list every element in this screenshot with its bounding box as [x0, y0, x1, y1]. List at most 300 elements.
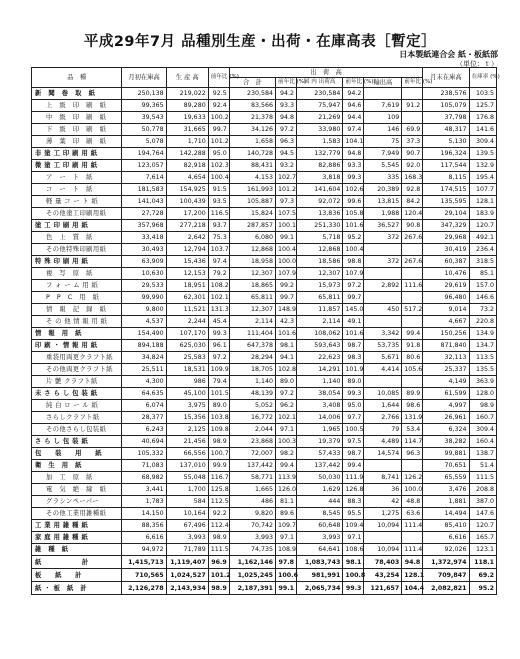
cell-exp: 10,094 — [364, 520, 402, 532]
table-row — [32, 280, 497, 292]
cell-dom: 1,083,743 — [297, 556, 343, 569]
cell-dom: 18,586 — [297, 256, 343, 268]
row-label: 上 級 印 刷 紙 — [32, 100, 122, 112]
cell-opening: 3,441 — [122, 484, 166, 496]
cell-exp: 10,094 — [364, 544, 402, 556]
cell-exp: 4,489 — [364, 436, 402, 448]
cell-stock-ratio: 128.1 — [469, 196, 496, 208]
table-body — [32, 88, 497, 595]
cell-close: 135,595 — [423, 196, 469, 208]
cell-opening: 40,694 — [122, 436, 166, 448]
cell-ship: 58,771 — [229, 472, 275, 484]
cell-dom: 11,857 — [297, 304, 343, 316]
cell-exp: 5,671 — [364, 352, 402, 364]
cell-stock-ratio: 147.6 — [469, 508, 496, 520]
cell-prod: 1,710 — [166, 136, 208, 148]
cell-ship-pct: 81.1 — [276, 496, 297, 508]
cell-prod: 31,665 — [166, 124, 208, 136]
table-row — [32, 412, 497, 424]
cell-exp: 2,892 — [364, 280, 402, 292]
table-row — [32, 148, 497, 160]
cell-opening: 50,778 — [122, 124, 166, 136]
cell-prod: 15,436 — [166, 256, 208, 268]
cell-dom: 21,269 — [297, 112, 343, 124]
cell-close: 92,026 — [423, 544, 469, 556]
cell-stock-ratio: 123.1 — [469, 544, 496, 556]
row-label: 薄 葉 印 刷 紙 — [32, 136, 122, 148]
cell-stock-ratio: 73.2 — [469, 304, 496, 316]
cell-prod: 277,218 — [166, 220, 208, 232]
cell-dom-pct: 99.3 — [343, 388, 364, 400]
cell-ship-pct: 97.8 — [276, 556, 297, 569]
table-row — [32, 532, 497, 544]
row-label: 衛 生 用 紙 — [32, 460, 122, 472]
cell-dom-pct: 98.7 — [343, 340, 364, 352]
cell-ship-pct: 97.3 — [276, 196, 297, 208]
cell-exp: 36 — [364, 484, 402, 496]
cell-prod-pct: 99.3 — [208, 328, 229, 340]
header-stock-ratio: 在庫率 (%) — [469, 68, 496, 88]
cell-ship: 15,824 — [229, 208, 275, 220]
cell-opening: 30,493 — [122, 244, 166, 256]
cell-prod-pct: 108.2 — [208, 280, 229, 292]
cell-exp-pct: 63.6 — [402, 508, 423, 520]
cell-ship: 83,566 — [229, 100, 275, 112]
cell-opening: 68,982 — [122, 472, 166, 484]
cell-stock-ratio: 51.4 — [469, 460, 496, 472]
cell-prod: 1,700 — [166, 484, 208, 496]
cell-stock-ratio: 113.5 — [469, 352, 496, 364]
cell-prod: 2,642 — [166, 232, 208, 244]
cell-opening: 141,043 — [122, 196, 166, 208]
cell-dom-pct: 107.9 — [343, 268, 364, 280]
table-row — [32, 472, 497, 484]
cell-stock-ratio: 146.6 — [469, 292, 496, 304]
cell-opening: 29,533 — [122, 280, 166, 292]
cell-prod: 3,993 — [166, 532, 208, 544]
cell-close: 30,419 — [423, 244, 469, 256]
cell-dom: 60,648 — [297, 520, 343, 532]
row-label: 情 報 用 紙 — [32, 328, 122, 340]
table-row — [32, 172, 497, 184]
cell-exp-pct: 267.6 — [402, 256, 423, 268]
cell-ship: 1,658 — [229, 136, 275, 148]
cell-prod-pct: 91.5 — [208, 184, 229, 196]
cell-prod-pct: 125.8 — [208, 484, 229, 496]
cell-close: 150,256 — [423, 328, 469, 340]
cell-ship-pct: 107.9 — [276, 268, 297, 280]
row-label: さらしクラフト紙 — [32, 412, 122, 424]
cell-exp-pct: 37.3 — [402, 136, 423, 148]
cell-prod: 4,654 — [166, 172, 208, 184]
cell-stock-ratio: 139.5 — [469, 148, 496, 160]
cell-close: 8,115 — [423, 172, 469, 184]
cell-ship-pct: 99.1 — [276, 232, 297, 244]
cell-opening: 1,783 — [122, 496, 166, 508]
cell-opening: 27,728 — [122, 208, 166, 220]
cell-close: 61,599 — [423, 388, 469, 400]
cell-exp-pct: 80.6 — [402, 352, 423, 364]
header-closing-stock: 月末在庫高 — [423, 68, 469, 88]
cell-prod-pct: 101.2 — [208, 136, 229, 148]
cell-dom-pct: 49.1 — [343, 316, 364, 328]
cell-ship-pct: 97.1 — [276, 532, 297, 544]
cell-stock-ratio: 69.2 — [469, 569, 496, 582]
cell-opening: 181,583 — [122, 184, 166, 196]
cell-dom: 5,718 — [297, 232, 343, 244]
cell-ship-pct: 100.6 — [276, 569, 297, 582]
cell-close: 26,961 — [423, 412, 469, 424]
cell-dom: 22,623 — [297, 352, 343, 364]
cell-exp-pct: 104.4 — [402, 582, 423, 595]
cell-prod: 142,288 — [166, 148, 208, 160]
cell-close: 4,149 — [423, 376, 469, 388]
cell-dom: 230,584 — [297, 88, 343, 100]
table-row — [32, 556, 497, 569]
table-row — [32, 220, 497, 232]
cell-opening: 33,418 — [122, 232, 166, 244]
cell-ship-pct: 97.1 — [276, 424, 297, 436]
cell-dom: 251,330 — [297, 220, 343, 232]
cell-prod-pct: 112.5 — [208, 496, 229, 508]
cell-dom-pct: 104.1 — [343, 136, 364, 148]
cell-opening: 105,332 — [122, 448, 166, 460]
cell-exp: 53,735 — [364, 340, 402, 352]
cell-ship: 12,868 — [229, 244, 275, 256]
cell-prod-pct: 45.4 — [208, 316, 229, 328]
cell-dom-pct: 101.6 — [343, 220, 364, 232]
row-label: 特 殊 印 刷 用 紙 — [32, 256, 122, 268]
row-label: ア ー ト 紙 — [32, 172, 122, 184]
cell-stock-ratio: 134.7 — [469, 340, 496, 352]
cell-stock-ratio: 111.5 — [469, 472, 496, 484]
cell-prod: 66,556 — [166, 448, 208, 460]
cell-prod-pct: 96.1 — [208, 340, 229, 352]
cell-dom: 64,641 — [297, 544, 343, 556]
table-row — [32, 436, 497, 448]
cell-ship: 230,584 — [229, 88, 275, 100]
cell-opening: 357,968 — [122, 220, 166, 232]
cell-exp-pct: 168.3 — [402, 172, 423, 184]
cell-close: 105,079 — [423, 100, 469, 112]
cell-exp — [364, 460, 402, 472]
cell-ship-pct: 113.9 — [276, 472, 297, 484]
cell-exp: 75 — [364, 136, 402, 148]
table-row — [32, 364, 497, 376]
cell-stock-ratio: 318.5 — [469, 256, 496, 268]
cell-prod: 62,301 — [166, 292, 208, 304]
cell-ship-pct: 94.5 — [276, 148, 297, 160]
cell-ship: 70,742 — [229, 520, 275, 532]
cell-ship: 4,153 — [229, 172, 275, 184]
cell-ship-pct: 42.3 — [276, 316, 297, 328]
cell-ship-pct: 93.2 — [276, 160, 297, 172]
cell-opening: 194,764 — [122, 148, 166, 160]
cell-exp: 78,403 — [364, 556, 402, 569]
row-label: 軽 量 コ ー ト 紙 — [32, 196, 122, 208]
cell-exp-pct: 91.8 — [402, 340, 423, 352]
cell-exp — [364, 532, 402, 544]
cell-prod-pct: 116.7 — [208, 472, 229, 484]
cell-exp: 14,574 — [364, 448, 402, 460]
cell-stock-ratio: 134.9 — [469, 328, 496, 340]
cell-dom-pct: 94.8 — [343, 148, 364, 160]
cell-dom-pct: 94.4 — [343, 112, 364, 124]
cell-stock-ratio: 208.8 — [469, 484, 496, 496]
cell-exp: 42 — [364, 496, 402, 508]
cell-stock-ratio: 128.0 — [469, 388, 496, 400]
cell-prod: 137,010 — [166, 460, 208, 472]
cell-opening: 64,635 — [122, 388, 166, 400]
cell-stock-ratio: 309.4 — [469, 136, 496, 148]
cell-ship: 111,404 — [229, 328, 275, 340]
cell-ship: 1,140 — [229, 376, 275, 388]
table-row — [32, 100, 497, 112]
cell-exp: 36,527 — [364, 220, 402, 232]
cell-prod-pct: 102.3 — [208, 160, 229, 172]
cell-dom: 1,140 — [297, 376, 343, 388]
table-row — [32, 508, 497, 520]
cell-dom: 13,836 — [297, 208, 343, 220]
cell-exp: 4,414 — [364, 364, 402, 376]
cell-prod: 55,048 — [166, 472, 208, 484]
cell-exp — [364, 268, 402, 280]
cell-dom: 3,408 — [297, 400, 343, 412]
cell-ship: 2,187,391 — [229, 582, 275, 595]
cell-ship: 105,887 — [229, 196, 275, 208]
cell-dom: 19,379 — [297, 436, 343, 448]
cell-prod: 2,244 — [166, 316, 208, 328]
cell-stock-ratio: 141.6 — [469, 124, 496, 136]
cell-close: 85,410 — [423, 520, 469, 532]
cell-prod-pct: 92.5 — [208, 88, 229, 100]
header-total-ratio: 前年比 (%) — [276, 78, 297, 88]
cell-prod: 100,439 — [166, 196, 208, 208]
cell-prod: 2,125 — [166, 424, 208, 436]
cell-exp-pct — [402, 376, 423, 388]
cell-ship: 23,868 — [229, 436, 275, 448]
cell-ship-pct: 100.4 — [276, 244, 297, 256]
cell-stock-ratio: 118.1 — [469, 556, 496, 569]
organization-label: 日本製紙連合会 紙・板紙部 — [399, 50, 498, 59]
statistics-table — [31, 67, 500, 595]
cell-prod-pct: 99.7 — [208, 124, 229, 136]
cell-exp-pct: 96.3 — [402, 448, 423, 460]
row-label: グラシンペーパー — [32, 496, 122, 508]
table-row — [32, 316, 497, 328]
cell-stock-ratio: 236.4 — [469, 244, 496, 256]
cell-ship: 16,772 — [229, 412, 275, 424]
cell-close: 25,337 — [423, 364, 469, 376]
cell-exp — [364, 244, 402, 256]
cell-dom-pct: 95.0 — [343, 400, 364, 412]
cell-dom-pct: 111.9 — [343, 472, 364, 484]
cell-ship: 2,114 — [229, 316, 275, 328]
table-row — [32, 582, 497, 595]
cell-exp-pct: 92.0 — [402, 160, 423, 172]
cell-prod-pct: 95.0 — [208, 148, 229, 160]
cell-prod-pct: 96.9 — [208, 556, 229, 569]
table-row — [32, 268, 497, 280]
cell-exp-pct: 89.9 — [402, 388, 423, 400]
row-label: 複 写 原 紙 — [32, 268, 122, 280]
cell-dom: 2,065,734 — [297, 582, 343, 595]
cell-exp-pct: 69.9 — [402, 124, 423, 136]
cell-ship-pct: 102.1 — [276, 412, 297, 424]
cell-prod: 18,951 — [166, 280, 208, 292]
cell-stock-ratio: 160.4 — [469, 436, 496, 448]
cell-dom: 444 — [297, 496, 343, 508]
cell-ship-pct: 102.7 — [276, 172, 297, 184]
cell-prod-pct: 92.2 — [208, 508, 229, 520]
cell-stock-ratio: 165.7 — [469, 532, 496, 544]
cell-ship-pct: 109.7 — [276, 520, 297, 532]
cell-close: 29,968 — [423, 232, 469, 244]
cell-dom: 2,114 — [297, 316, 343, 328]
table-row — [32, 520, 497, 532]
cell-exp — [364, 316, 402, 328]
cell-opening: 39,543 — [122, 112, 166, 124]
cell-exp-pct: 84.2 — [402, 196, 423, 208]
cell-close: 2,082,821 — [423, 582, 469, 595]
row-label: 色 上 質 紙 — [32, 232, 122, 244]
row-label: 下 級 印 刷 紙 — [32, 124, 122, 136]
cell-stock-ratio: 157.0 — [469, 280, 496, 292]
table-row — [32, 424, 497, 436]
header-domestic: 国 内 出荷高 — [297, 78, 343, 88]
cell-ship: 5,052 — [229, 400, 275, 412]
cell-prod-pct: 93.5 — [208, 196, 229, 208]
cell-opening: 99,365 — [122, 100, 166, 112]
cell-exp-pct — [402, 268, 423, 280]
cell-exp: 3,342 — [364, 328, 402, 340]
row-label: P P C 用 紙 — [32, 292, 122, 304]
cell-ship: 72,007 — [229, 448, 275, 460]
cell-dom: 50,030 — [297, 472, 343, 484]
row-label: 紙 計 — [32, 556, 122, 569]
row-label: その他特殊印刷用紙 — [32, 244, 122, 256]
cell-close: 6,616 — [423, 532, 469, 544]
cell-exp: 8,741 — [364, 472, 402, 484]
cell-dom-pct: 99.7 — [343, 292, 364, 304]
cell-opening: 2,126,278 — [122, 582, 166, 595]
row-label: 重袋用両更クラフト紙 — [32, 352, 122, 364]
cell-dom-pct: 99.3 — [343, 172, 364, 184]
row-label: その他さらし包装紙 — [32, 424, 122, 436]
cell-opening: 4,300 — [122, 376, 166, 388]
cell-stock-ratio: 103.5 — [469, 88, 496, 100]
cell-prod-pct: 101.2 — [208, 569, 229, 582]
cell-dom-pct: 126.8 — [343, 484, 364, 496]
cell-exp-pct — [402, 112, 423, 124]
cell-ship-pct: 99.1 — [276, 582, 297, 595]
cell-exp: 1,275 — [364, 508, 402, 520]
cell-stock-ratio: 85.1 — [469, 268, 496, 280]
cell-ship: 88,431 — [229, 160, 275, 172]
cell-exp-pct: 517.2 — [402, 304, 423, 316]
cell-dom: 92,072 — [297, 196, 343, 208]
cell-close: 29,104 — [423, 208, 469, 220]
cell-stock-ratio: 309.4 — [469, 424, 496, 436]
cell-ship: 65,811 — [229, 292, 275, 304]
cell-dom: 14,291 — [297, 364, 343, 376]
cell-ship-pct: 102.8 — [276, 364, 297, 376]
cell-ship: 21,378 — [229, 112, 275, 124]
unit-note: （単位：ｔ） — [456, 60, 498, 68]
cell-close: 29,619 — [423, 280, 469, 292]
cell-dom: 132,779 — [297, 148, 343, 160]
cell-close: 99,881 — [423, 448, 469, 460]
cell-prod-pct: 101.5 — [208, 388, 229, 400]
cell-stock-ratio: 183.9 — [469, 208, 496, 220]
table-row — [32, 460, 497, 472]
cell-dom-pct: 102.6 — [343, 184, 364, 196]
row-label: そ の 他 情 報 用 紙 — [32, 316, 122, 328]
cell-dom-pct: 97.2 — [343, 280, 364, 292]
cell-dom-pct: 97.4 — [343, 124, 364, 136]
cell-dom-pct: 98.1 — [343, 556, 364, 569]
cell-exp: 5,545 — [364, 160, 402, 172]
cell-dom: 33,980 — [297, 124, 343, 136]
table-row — [32, 328, 497, 340]
cell-prod-pct: 103.7 — [208, 244, 229, 256]
cell-ship: 1,025,245 — [229, 569, 275, 582]
cell-dom-pct: 100.8 — [343, 569, 364, 582]
cell-ship: 486 — [229, 496, 275, 508]
cell-dom-pct: 108.6 — [343, 544, 364, 556]
cell-exp-pct: 111.6 — [402, 280, 423, 292]
cell-prod-pct: 112.4 — [208, 520, 229, 532]
cell-ship: 12,307 — [229, 304, 275, 316]
table-row — [32, 388, 497, 400]
cell-prod-pct: 89.0 — [208, 400, 229, 412]
cell-dom-pct: 100.4 — [343, 244, 364, 256]
cell-stock-ratio: 387.0 — [469, 496, 496, 508]
cell-close: 871,840 — [423, 340, 469, 352]
cell-exp-pct: 131.9 — [402, 412, 423, 424]
cell-ship-pct: 98.2 — [276, 448, 297, 460]
cell-prod: 1,024,527 — [166, 569, 208, 582]
cell-prod: 12,794 — [166, 244, 208, 256]
row-label: 新 聞 巻 取 紙 — [32, 88, 122, 100]
cell-close: 10,476 — [423, 268, 469, 280]
cell-opening: 28,377 — [122, 412, 166, 424]
cell-stock-ratio: 195.4 — [469, 172, 496, 184]
table-row — [32, 496, 497, 508]
cell-stock-ratio: 120.7 — [469, 520, 496, 532]
row-label: 非 塗 工 印 刷 用 紙 — [32, 148, 122, 160]
cell-opening: 250,138 — [122, 88, 166, 100]
cell-ship: 3,993 — [229, 532, 275, 544]
cell-exp-pct: 126.2 — [402, 472, 423, 484]
cell-close: 117,544 — [423, 160, 469, 172]
page-title: 平成29年7月 品種別生産・出荷・在庫高表［暫定］ — [83, 34, 437, 50]
cell-prod-pct: 103.8 — [208, 412, 229, 424]
cell-opening: 10,630 — [122, 268, 166, 280]
cell-dom: 1,629 — [297, 484, 343, 496]
cell-close: 347,329 — [423, 220, 469, 232]
cell-close: 709,847 — [423, 569, 469, 582]
cell-prod: 219,022 — [166, 88, 208, 100]
cell-dom-pct: 88.3 — [343, 496, 364, 508]
cell-close: 6,324 — [423, 424, 469, 436]
cell-ship-pct: 94.8 — [276, 112, 297, 124]
cell-prod: 584 — [166, 496, 208, 508]
cell-dom: 15,973 — [297, 280, 343, 292]
cell-prod-pct: 98.9 — [208, 582, 229, 595]
cell-ship: 12,307 — [229, 268, 275, 280]
cell-stock-ratio: 98.9 — [469, 400, 496, 412]
